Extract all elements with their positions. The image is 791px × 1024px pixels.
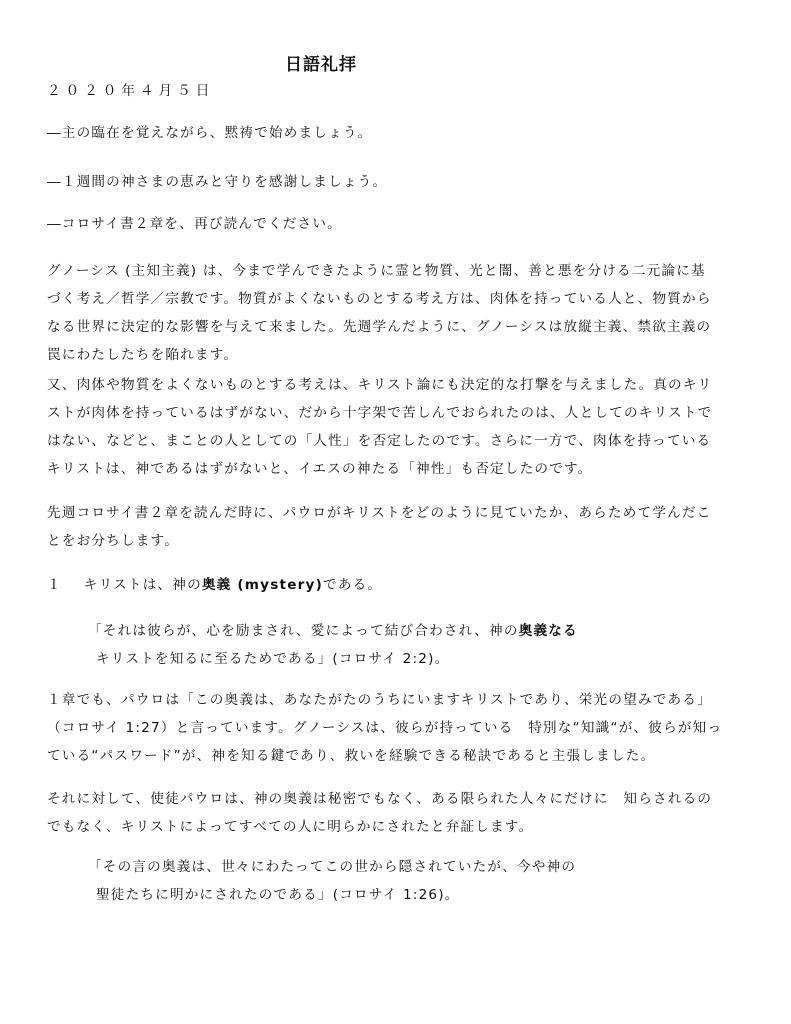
paragraph-line: 又、肉体や物質をよくないものとする考えは、キリスト論にも決定的な打撃を与えました。真のキリ [47, 377, 713, 393]
paragraph-line: づく考え／哲学／宗教です。物質がよくないものとする考え方は、肉体を持っている人と、物質から [47, 291, 712, 307]
paragraph-line: 罠にわたしたちを陥れます。 [47, 347, 239, 363]
paragraph-christology [47, 371, 752, 483]
quote-colossians-1-26 [88, 853, 791, 909]
quote-colossians-2-2 [88, 617, 791, 673]
point-bold-text: 奥義 (mystery) [201, 577, 324, 593]
paragraph-line: 先週コロサイ書２章を読んだ時に、パウロがキリストをどのように見ていたか、あらためて学んだこ [47, 505, 712, 521]
point-1 [47, 571, 382, 599]
intro-line-3: ―コロサイ書２章を、再び読んでください。 [47, 216, 342, 232]
quote-line: 聖徒たちに明かにされたのである」(コロサイ 1:26)。 [96, 887, 460, 903]
paragraph-line: とをお分ちします。 [47, 533, 180, 549]
quote-bold-text: 奥義なる [518, 623, 578, 639]
point-text-end: である。 [323, 577, 383, 593]
document-title: 日語礼拝 [285, 55, 357, 75]
quote-line: 「その言の奥義は、世々にわたってこの世から隠されていたが、今や神の [88, 859, 577, 875]
point-number: １ [47, 577, 62, 593]
intro-line-2: ―１週間の神さまの恵みと守りを感謝しましょう。 [47, 174, 388, 190]
paragraph-chapter-1 [47, 686, 752, 770]
quote-line: 「それは彼らが、心を励まされ、愛によって結び合わされ、神の [88, 623, 519, 639]
paragraph-gnosis [47, 257, 752, 369]
paragraph-paul-apology [47, 785, 752, 841]
paragraph-last-week [47, 499, 752, 555]
paragraph-line: それに対して、使徒パウロは、神の奥義は秘密でもなく、ある限られた人々にだけに 知らされるの [47, 791, 713, 807]
paragraph-line: なる世界に決定的な影響を与えて来ました。先週学んだように、グノーシスは放縦主義、禁欲主義の [47, 319, 712, 335]
paragraph-line: １章でも、パウロは「この奥義は、あなたがたのうちにいますキリストであり、栄光の望みである」 [47, 692, 712, 708]
paragraph-line: はない、などと、まことの人としての「人性」を否定したのです。さらに一方で、肉体を持っている [47, 433, 712, 449]
paragraph-line: でもなく、キリストによってすべての人に明らかにされたと弁証します。 [47, 819, 534, 835]
paragraph-line: （コロサイ 1:27）と言っています。グノーシスは、彼らが持っている 特別な“知識“が、彼らが知っ [47, 720, 723, 736]
intro-line-1: ―主の臨在を覚えながら、黙祷で始めましょう。 [47, 125, 373, 141]
paragraph-line: ストが肉体を持っているはずがない、だから十字架で苦しんでおられたのは、人としてのキリストで [47, 405, 713, 421]
paragraph-line: グノーシス (主知主義) は、今まで学んできたように霊と物質、光と闇、善と悪を分ける二元論に基 [47, 263, 706, 279]
service-date: ２０２０年４月５日 [47, 83, 215, 99]
paragraph-line: ている“パスワード”が、神を知る鍵であり、救いを経験できる秘訣であると主張しました。 [47, 748, 656, 764]
quote-line: キリストを知るに至るためである」(コロサイ 2:2)。 [96, 651, 450, 667]
point-text: キリストは、神の [83, 577, 202, 593]
paragraph-line: キリストは、神であるはずがないと、イエスの神たる「神性」も否定したのです。 [47, 461, 593, 477]
